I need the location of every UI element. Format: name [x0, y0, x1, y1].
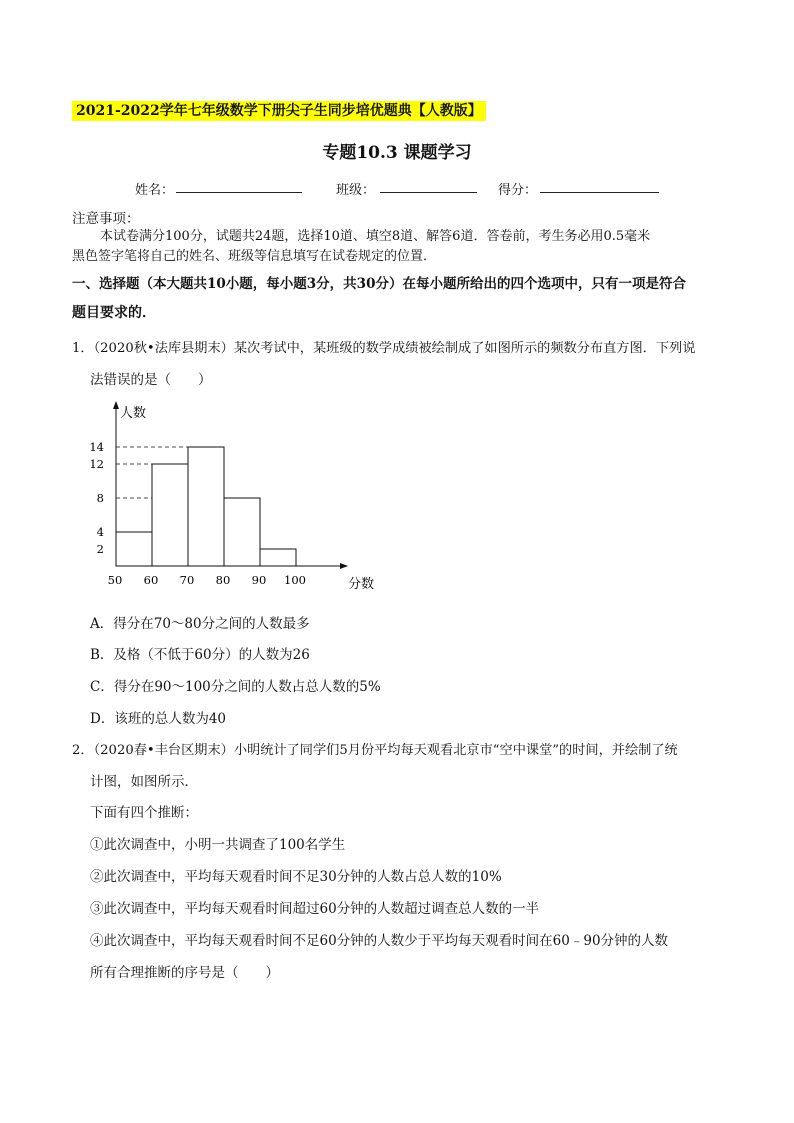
y-axis-label: 人数: [120, 406, 147, 421]
score-blank[interactable]: [540, 192, 659, 193]
y-tick-label: 12: [89, 457, 104, 471]
histogram-chart: [80, 395, 380, 595]
q2-stem-line-3: 下面有四个推断：: [90, 805, 198, 821]
name-blank[interactable]: [176, 192, 302, 193]
y-tick-label: 8: [96, 491, 104, 505]
class-label: 班级：: [336, 183, 376, 198]
bar-50-60: [116, 532, 152, 566]
notice-line-1: 本试卷满分100分，试题共24题，选择10道、填空8道、解答6道．答卷前，考生务必用0.5毫米: [100, 229, 651, 244]
q2-stem-line-2: 计图，如图所示．: [90, 774, 198, 790]
y-tick-label: 14: [89, 440, 104, 454]
q2-stem-line-1: 2．（2020春•丰台区期末）小明统计了同学们5月份平均每天观看北京市“空中课堂”的时间，并绘制了统: [72, 743, 678, 758]
q1-option-c[interactable]: C．得分在90～100分之间的人数占总人数的5%: [90, 679, 381, 695]
page-title: 专题10.3 课题学习: [322, 143, 472, 163]
class-blank[interactable]: [380, 192, 477, 193]
bar-70-80: [188, 447, 224, 566]
series-banner: 2021-2022学年七年级数学下册尖子生同步培优题典【人教版】: [72, 101, 486, 121]
x-tick-label: 60: [143, 573, 159, 587]
x-tick-label: 70: [179, 573, 195, 587]
score-label: 得分：: [498, 183, 538, 198]
y-tick-label: 4: [96, 525, 104, 539]
section-heading-line-2: 题目要求的．: [72, 305, 156, 321]
bar-90-100: [260, 549, 296, 566]
x-tick-label: 90: [251, 573, 267, 587]
notice-heading: 注意事项：: [72, 211, 140, 227]
q1-option-b[interactable]: B．及格（不低于60分）的人数为26: [90, 647, 310, 663]
section-heading-line-1: 一、选择题（本大题共10小题，每小题3分，共30分）在每小题所给出的四个选项中，只有一项是符合: [72, 276, 686, 292]
notice-line-2: 黑色签字笔将自己的姓名、班级等信息填写在试卷规定的位置．: [72, 249, 437, 264]
bar-60-70: [152, 464, 188, 566]
x-axis-arrow: [340, 563, 348, 569]
q1-option-d[interactable]: D．该班的总人数为40: [90, 711, 227, 727]
x-tick-label: 100: [284, 573, 306, 587]
x-axis-label: 分数: [348, 577, 375, 592]
q1-option-a[interactable]: A．得分在70～80分之间的人数最多: [90, 616, 310, 632]
q2-inference-4: ④此次调查中，平均每天观看时间不足60分钟的人数少于平均每天观看时间在60﹣90分钟的人数: [90, 933, 669, 949]
bar-80-90: [224, 498, 260, 566]
y-tick-label: 2: [96, 542, 104, 556]
name-label: 姓名：: [135, 183, 175, 198]
q2-inference-3: ③此次调查中，平均每天观看时间超过60分钟的人数超过调查总人数的一半: [90, 901, 540, 917]
q1-stem-line-2: 法错误的是（ ）: [90, 372, 212, 388]
y-axis-arrow: [113, 401, 119, 409]
q2-inference-1: ①此次调查中，小明一共调查了100名学生: [90, 837, 346, 853]
q1-stem-line-1: 1．（2020秋•法库县期末）某次考试中，某班级的数学成绩被绘制成了如图所示的频数分布直方图．下列说: [72, 341, 696, 356]
q2-ask: 所有合理推断的序号是（ ）: [90, 965, 279, 981]
q2-inference-2: ②此次调查中，平均每天观看时间不足30分钟的人数占总人数的10%: [90, 869, 502, 885]
x-tick-label: 50: [107, 573, 123, 587]
x-tick-label: 80: [215, 573, 231, 587]
